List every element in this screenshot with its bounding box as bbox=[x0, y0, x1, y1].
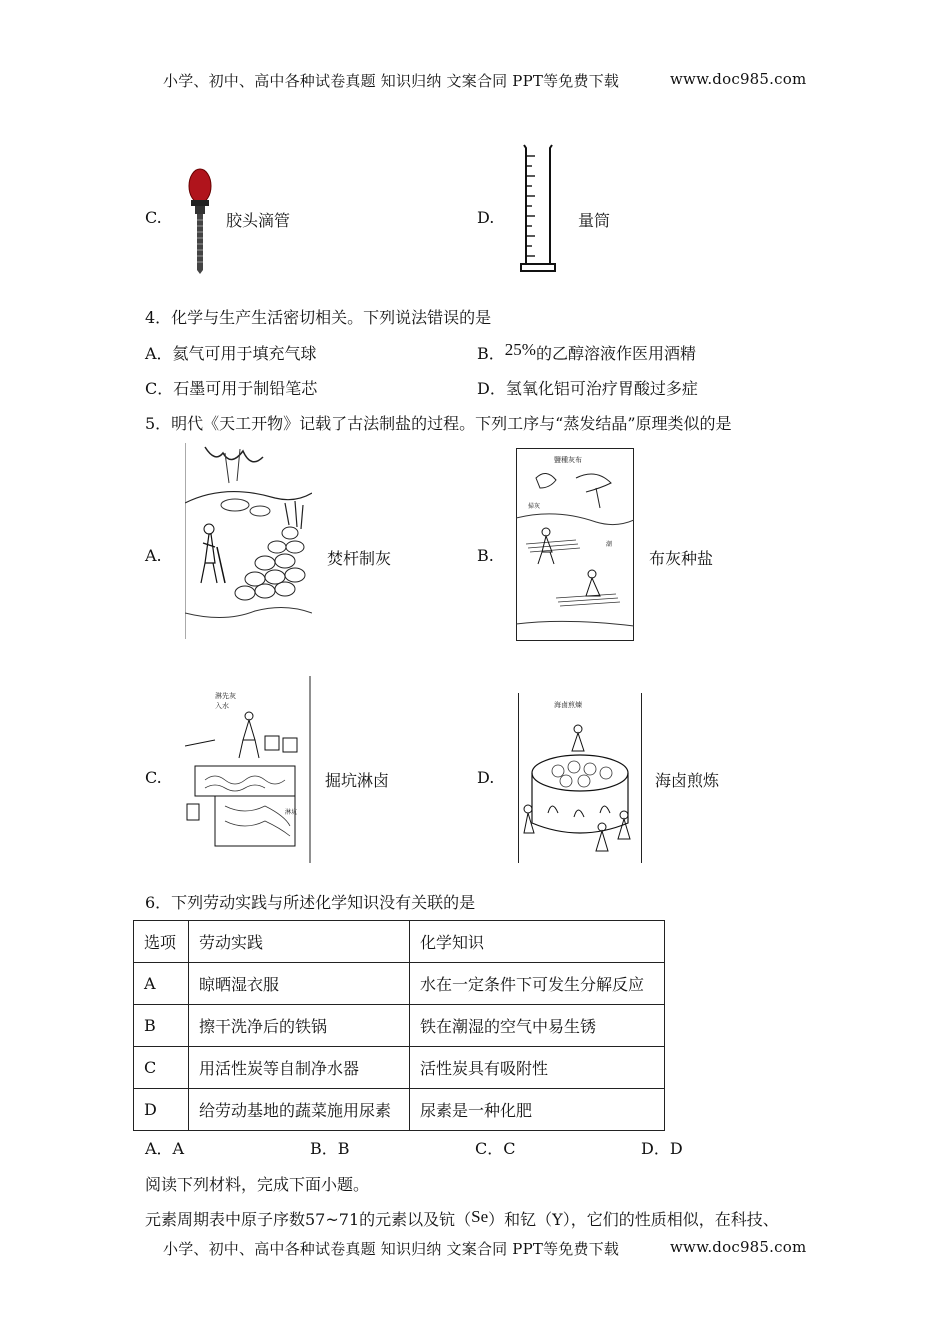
woodcut-boiling-brine-image bbox=[518, 693, 642, 863]
svg-text:海鹵煎煉: 海鹵煎煉 bbox=[554, 701, 582, 709]
table-cell: D bbox=[134, 1089, 189, 1131]
q4-option-d: D．氢氧化铝可治疗胃酸过多症 bbox=[477, 379, 698, 398]
material-intro: 阅读下列材料，完成下面小题。 bbox=[145, 1175, 370, 1194]
material-se-symbol: Se bbox=[471, 1207, 489, 1226]
table-cell: 给劳动基地的蔬菜施用尿素 bbox=[189, 1089, 410, 1131]
svg-text:入水: 入水 bbox=[215, 702, 229, 710]
material-line bbox=[145, 1207, 779, 1230]
footer-site[interactable]: www.doc985.com bbox=[670, 1238, 807, 1256]
table-row bbox=[134, 1047, 665, 1089]
table-header-cell: 劳动实践 bbox=[189, 921, 410, 963]
q6-option-c: C．C bbox=[475, 1139, 516, 1158]
q4-option-b-percent: 25% bbox=[504, 340, 536, 359]
woodcut-burning-straw-image bbox=[185, 443, 312, 639]
table-cell: 铁在潮湿的空气中易生锈 bbox=[410, 1005, 665, 1047]
table-cell: B bbox=[134, 1005, 189, 1047]
woodcut-leaching-brine-image bbox=[185, 676, 312, 863]
table-cell: 尿素是一种化肥 bbox=[410, 1089, 665, 1131]
q3-option-d-letter: D. bbox=[477, 208, 495, 227]
footer-text: 小学、初中、高中各种试卷真题 知识归纳 文案合同 PPT等免费下载 bbox=[163, 1240, 620, 1258]
q4-option-a: A．氦气可用于填充气球 bbox=[145, 344, 317, 363]
svg-text:潮: 潮 bbox=[606, 541, 613, 548]
q6-option-d: D．D bbox=[641, 1139, 683, 1158]
q5-option-c-letter: C. bbox=[145, 768, 162, 787]
q5-stem: 5．明代《天工开物》记载了古法制盐的过程。下列工序与“蒸发结晶”原理类似的是 bbox=[145, 414, 732, 433]
svg-text:鹽種灰布: 鹽種灰布 bbox=[554, 456, 582, 464]
q3-option-c-letter: C. bbox=[145, 208, 162, 227]
q5-option-b-label: 布灰种盐 bbox=[649, 549, 714, 568]
svg-text:淋先灰: 淋先灰 bbox=[215, 692, 236, 700]
q3-option-d-label: 量筒 bbox=[578, 211, 611, 230]
header-text: 小学、初中、高中各种试卷真题 知识归纳 文案合同 PPT等免费下载 bbox=[163, 72, 620, 90]
q4-option-c: C．石墨可用于制铅笔芯 bbox=[145, 379, 318, 398]
q3-option-c-label: 胶头滴管 bbox=[226, 211, 291, 230]
table-row bbox=[134, 1005, 665, 1047]
table-row bbox=[134, 1089, 665, 1131]
table-header-cell: 选项 bbox=[134, 921, 189, 963]
header-site[interactable]: www.doc985.com bbox=[670, 70, 807, 88]
table-cell: A bbox=[134, 963, 189, 1005]
q4-stem: 4．化学与生产生活密切相关。下列说法错误的是 bbox=[145, 308, 492, 327]
svg-text:掃灰: 掃灰 bbox=[528, 503, 541, 510]
q5-option-c-label: 掘坑淋卤 bbox=[325, 771, 390, 790]
table-header-cell: 化学知识 bbox=[410, 921, 665, 963]
q5-option-d-letter: D. bbox=[477, 768, 495, 787]
table-cell: 活性炭具有吸附性 bbox=[410, 1047, 665, 1089]
q4-option-b-rest: 的乙醇溶液作医用酒精 bbox=[535, 344, 696, 363]
q6-stem: 6．下列劳动实践与所述化学知识没有关联的是 bbox=[145, 893, 476, 912]
material-line-post: ）和钇（Y），它们的性质相似，在科技、 bbox=[488, 1210, 779, 1229]
table-cell: 晾晒湿衣服 bbox=[189, 963, 410, 1005]
q5-option-a-letter: A. bbox=[145, 546, 162, 565]
q5-option-d-label: 海卤煎炼 bbox=[655, 771, 720, 790]
q5-option-a-label: 焚杆制灰 bbox=[327, 549, 392, 568]
q6-option-a: A．A bbox=[145, 1139, 185, 1158]
q4-option-b bbox=[477, 341, 696, 364]
q4-option-b-letter: B． bbox=[477, 344, 505, 363]
table-cell: C bbox=[134, 1047, 189, 1089]
q5-option-b-letter: B. bbox=[477, 546, 494, 565]
material-line-pre: 元素周期表中原子序数57~71的元素以及钪（ bbox=[145, 1210, 472, 1229]
woodcut-spreading-ash-image bbox=[516, 448, 634, 641]
table-cell: 用活性炭等自制净水器 bbox=[189, 1047, 410, 1089]
dropper-icon bbox=[185, 168, 215, 274]
table-header-row bbox=[134, 921, 665, 963]
graduated-cylinder-icon bbox=[518, 142, 558, 274]
table-cell: 擦干洗净后的铁锅 bbox=[189, 1005, 410, 1047]
table-row bbox=[134, 963, 665, 1005]
table-cell: 水在一定条件下可发生分解反应 bbox=[410, 963, 665, 1005]
q6-table bbox=[133, 920, 665, 1131]
q6-option-b: B．B bbox=[310, 1139, 350, 1158]
svg-text:淋坑: 淋坑 bbox=[285, 809, 298, 816]
